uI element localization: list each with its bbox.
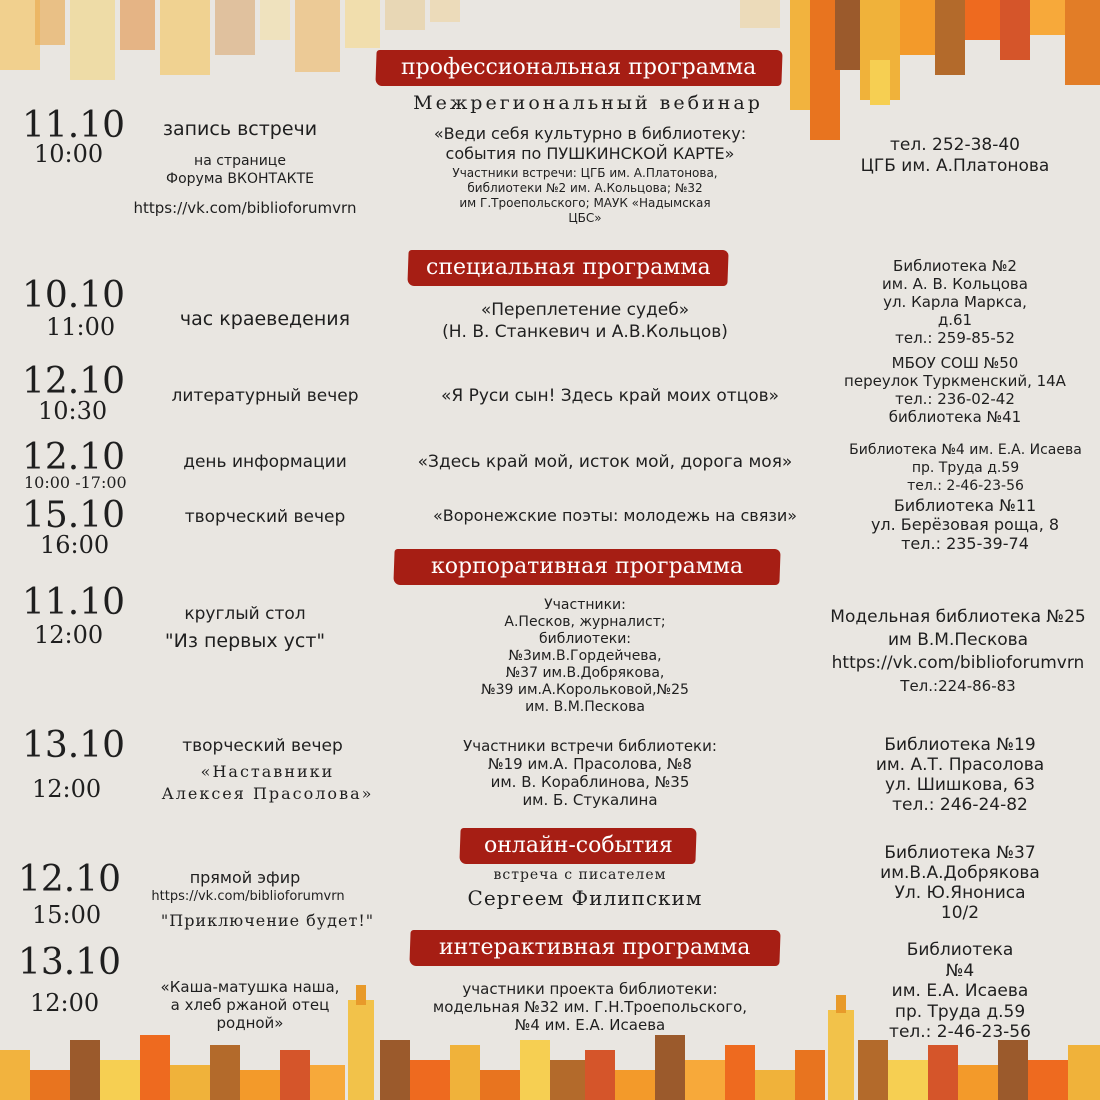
special-4-location: Библиотека №11 ул. Берёзовая роща, 8 тел.: 235-39-74 — [870, 496, 1060, 553]
interactive-location: Библиотека №4 им. Е.А. Исаева пр. Труда д.59 тел.: 2-46-23-56 — [889, 940, 1031, 1042]
webinar-title: «Веди себя культурно в библиотеку: события по ПУШКИНСКОЙ КАРТЕ» — [433, 124, 747, 163]
webinar-event-type: запись встречи — [162, 118, 318, 140]
special-3-title: «Здесь край мой, исток мой, дорога моя» — [417, 452, 793, 472]
online-link[interactable]: https://vk.com/biblioforumvrn — [151, 889, 345, 904]
webinar-time: 10:00 — [34, 140, 104, 168]
special-2-event: литературный вечер — [171, 386, 359, 406]
online-event: прямой эфир — [189, 868, 301, 887]
corporate-1-event-title: "Из первых уст" — [164, 630, 326, 652]
online-time: 15:00 — [32, 901, 102, 929]
section-banner-interactive: интерактивная программа — [409, 930, 780, 966]
special-2-date: 12.10 — [22, 361, 126, 402]
special-2-title: «Я Руси сын! Здесь край моих отцов» — [440, 386, 780, 406]
online-meeting-line: встреча с писателем — [493, 867, 667, 883]
special-3-event: день информации — [183, 452, 347, 472]
corporate-2-participants: Участники встречи библиотеки: №19 им.А. Прасолова, №8 им. В. Кораблинова, №35 им. Б. Стукалина — [463, 737, 717, 809]
online-location: Библиотека №37 им.В.А.Добрякова Ул. Ю.Янониса 10/2 — [880, 843, 1040, 923]
special-1-event: час краеведения — [179, 308, 351, 330]
interactive-participants: участники проекта библиотеки: модельная №32 им. Г.Н.Троепольского, №4 им. Е.А. Исаева — [432, 980, 748, 1034]
special-4-date: 15.10 — [22, 495, 126, 536]
section-banner-professional: профессиональная программа — [375, 50, 782, 86]
special-4-time: 16:00 — [40, 531, 110, 559]
online-event-title: "Приключение будет!" — [160, 911, 375, 930]
corporate-2-location: Библиотека №19 им. А.Т. Прасолова ул. Шишкова, 63 тел.: 246-24-82 — [875, 735, 1045, 815]
webinar-location: тел. 252-38-40 ЦГБ им. А.Платонова — [860, 135, 1050, 176]
special-1-time: 11:00 — [46, 313, 116, 341]
special-3-date: 12.10 — [22, 437, 126, 478]
corporate-1-time: 12:00 — [34, 621, 104, 649]
corporate-1-participants: Участники: А.Песков, журналист; библиотеки: №3им.В.Гордейчева, №37 им.В.Добрякова, №39 им.А.Корольковой,№25 им. В.М.Пескова — [481, 597, 689, 715]
special-4-event: творческий вечер — [184, 507, 346, 527]
webinar-where: на странице Форума ВКОНТАКТЕ — [166, 153, 314, 187]
interactive-time: 12:00 — [30, 989, 100, 1017]
special-2-location: МБОУ СОШ №50 переулок Туркменский, 14А тел.: 236-02-42 библиотека №41 — [844, 354, 1066, 426]
corporate-1-date: 11.10 — [22, 582, 126, 623]
special-3-location: Библиотека №4 им. Е.А. Исаева пр. Труда д.59 тел.: 2-46-23-56 — [849, 442, 1082, 494]
corporate-2-event-title: «Наставники Алексея Прасолова» — [161, 762, 374, 803]
interactive-event: «Каша-матушка наша, а хлеб ржаной отец родной» — [160, 978, 340, 1032]
corporate-2-date: 13.10 — [22, 725, 126, 766]
special-3-time: 10:00 -17:00 — [24, 473, 127, 492]
online-date: 12.10 — [18, 859, 122, 900]
special-1-date: 10.10 — [22, 275, 126, 316]
corporate-1-location: Модельная библиотека №25 им В.М.Пескова https://vk.com/biblioforumvrn Тел.:224-86-83 — [823, 606, 1093, 698]
corporate-1-event: круглый стол — [184, 604, 306, 624]
corporate-2-time: 12:00 — [32, 775, 102, 803]
special-1-title: «Переплетение судеб» (Н. В. Станкевич и А.В.Кольцов) — [442, 300, 728, 342]
section-banner-special: специальная программа — [407, 250, 728, 286]
special-4-title: «Воронежские поэты: молодежь на связи» — [432, 506, 798, 525]
webinar-date: 11.10 — [22, 105, 126, 146]
corporate-1-link[interactable]: https://vk.com/biblioforumvrn — [831, 653, 1085, 673]
corporate-2-event: творческий вечер — [182, 736, 343, 756]
webinar-link[interactable]: https://vk.com/biblioforumvrn — [133, 199, 357, 217]
section-banner-online: онлайн-события — [459, 828, 696, 864]
section-banner-corporate: корпоративная программа — [393, 549, 780, 585]
special-2-time: 10:30 — [38, 397, 108, 425]
online-writer: Сергеем Филипским — [467, 886, 703, 910]
special-1-location: Библиотека №2 им. А. В. Кольцова ул. Карла Маркса, д.61 тел.: 259-85-52 — [882, 257, 1028, 347]
webinar-heading: Межрегиональный вебинар — [413, 92, 763, 114]
interactive-date: 13.10 — [18, 942, 122, 983]
webinar-participants: Участники встречи: ЦГБ им. А.Платонова, библиотеки №2 им. А.Кольцова; №32 им Г.Троепольского; МАУК «Надымская ЦБС» — [452, 166, 718, 225]
